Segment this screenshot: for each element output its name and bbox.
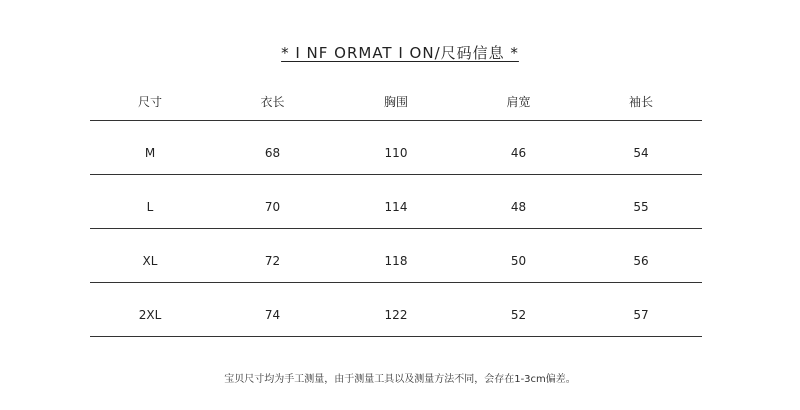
cell-shoulder: 46	[457, 120, 580, 174]
cell-length: 74	[210, 282, 335, 336]
cell-chest: 118	[335, 228, 457, 282]
cell-sleeve: 57	[580, 282, 702, 336]
cell-shoulder: 52	[457, 282, 580, 336]
cell-chest: 122	[335, 282, 457, 336]
header-length: 衣长	[210, 84, 335, 120]
cell-length: 68	[210, 120, 335, 174]
table-row	[90, 228, 702, 282]
header-sleeve: 袖长	[580, 84, 702, 120]
size-table	[90, 84, 702, 337]
cell-chest: 114	[335, 174, 457, 228]
cell-shoulder: 48	[457, 174, 580, 228]
cell-size: M	[90, 120, 210, 174]
cell-sleeve: 55	[580, 174, 702, 228]
cell-size: L	[90, 174, 210, 228]
cell-length: 70	[210, 174, 335, 228]
cell-shoulder: 50	[457, 228, 580, 282]
cell-length: 72	[210, 228, 335, 282]
header-shoulder: 肩宽	[457, 84, 580, 120]
cell-size: XL	[90, 228, 210, 282]
table-header-row	[90, 84, 702, 120]
table-row	[90, 282, 702, 336]
cell-chest: 110	[335, 120, 457, 174]
header-size: 尺寸	[90, 84, 210, 120]
cell-sleeve: 56	[580, 228, 702, 282]
header-chest: 胸围	[335, 84, 457, 120]
table-row	[90, 174, 702, 228]
page-title-text: * I NF ORMAT I ON/尺码信息 *	[281, 44, 519, 62]
cell-sleeve: 54	[580, 120, 702, 174]
measurement-note: 宝贝尺寸均为手工测量，由于测量工具以及测量方法不同，会存在1-3cm偏差。	[224, 374, 576, 385]
cell-size: 2XL	[90, 282, 210, 336]
page-title	[0, 42, 800, 63]
table-row	[90, 120, 702, 174]
